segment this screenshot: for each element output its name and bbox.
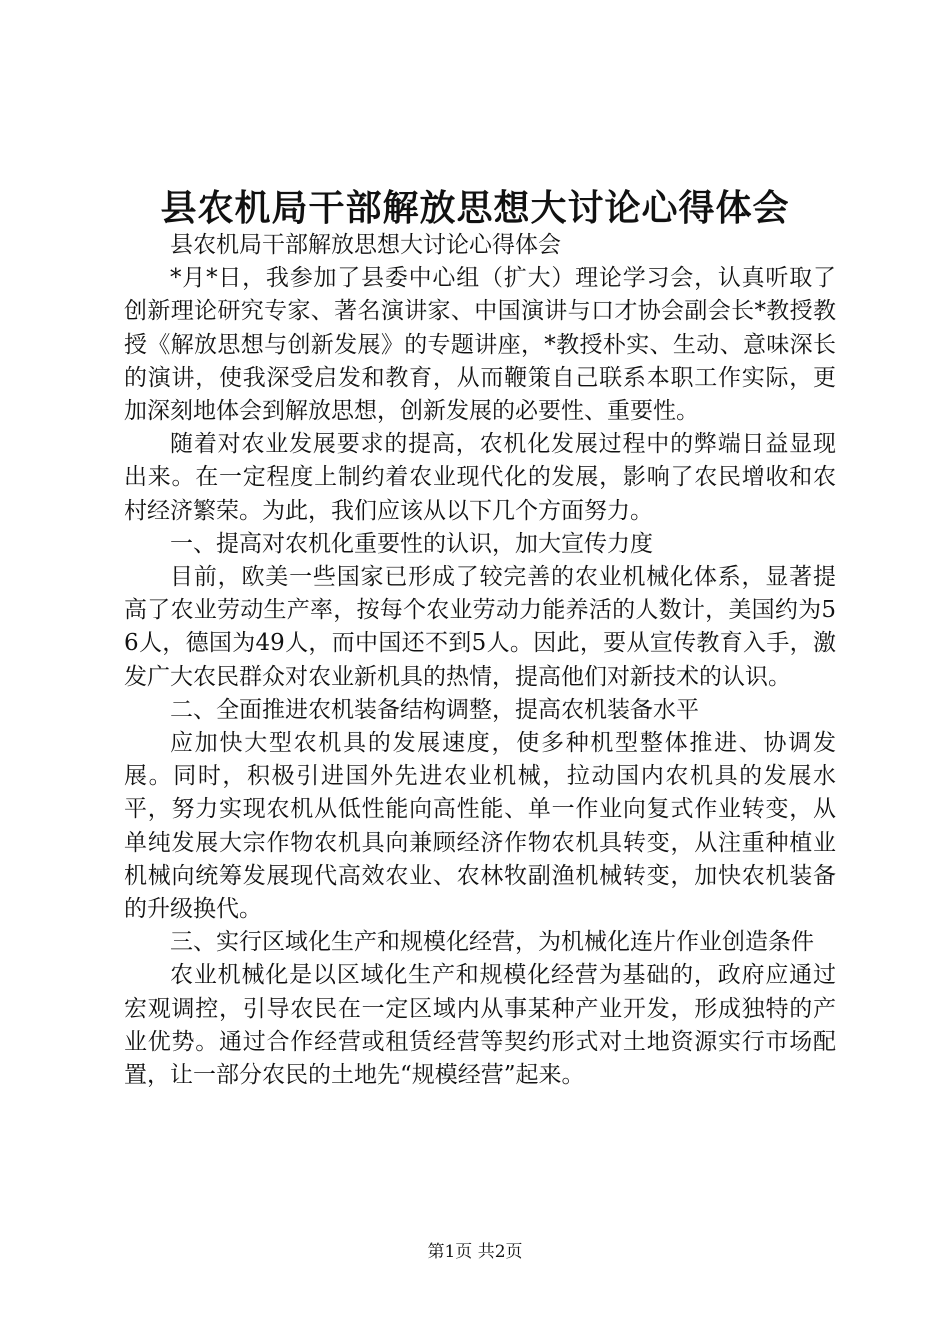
document-body bbox=[124, 229, 836, 1092]
document-title: 县农机局干部解放思想大讨论心得体会 bbox=[160, 187, 790, 229]
background-paragraph: 随着对农业发展要求的提高，农机化发展过程中的弊端日益显现出来。在一定程度上制约着农业现代化的发展，影响了农民增收和农村经济繁荣。为此，我们应该从以下几个方面努力。 bbox=[124, 431, 836, 524]
section-3-paragraph: 农业机械化是以区域化生产和规模化经营为基础的，政府应通过宏观调控，引导农民在一定区域内从事某种产业开发，形成独特的产业优势。通过合作经营或租赁经营等契约形式对土地资源实行市场配置，让一部分农民的土地先“规模经营”起来。 bbox=[124, 962, 836, 1089]
section-2-paragraph: 应加快大型农机具的发展速度，使多种机型整体推进、协调发展。同时，积极引进国外先进农业机械，拉动国内农机具的发展水平，努力实现农机从低性能向高性能、单一作业向复式作业转变，从单纯发展大宗作物农机具向兼顾经济作物农机具转变，从注重种植业机械向统筹发展现代高效农业、农林牧副渔机械转变，加快农机装备的升级换代。 bbox=[124, 730, 836, 923]
page-number-footer: 第1页 共2页 bbox=[427, 1242, 523, 1262]
section-heading-3: 三、实行区域化生产和规模化经营，为机械化连片作业创造条件 bbox=[170, 929, 814, 956]
section-1-paragraph: 目前，欧美一些国家已形成了较完善的农业机械化体系，显著提高了农业劳动生产率，按每个农业劳动力能养活的人数计，美国约为56人，德国为49人，而中国还不到5人。因此，要从宣传教育入手，激发广大农民群众对农业新机具的热情，提高他们对新技术的认识。 bbox=[124, 564, 836, 690]
subtitle-paragraph: 县农机局干部解放思想大讨论心得体会 bbox=[170, 232, 561, 258]
intro-paragraph: *月*日，我参加了县委中心组（扩大）理论学习会，认真听取了创新理论研究专家、著名演讲家、中国演讲与口才协会副会长*教授教授《解放思想与创新发展》的专题讲座，*教授朴实、生动、意味深长的演讲，使我深受启发和教育，从而鞭策自己联系本职工作实际，更加深刻地体会到解放思想，创新发展的必要性、重要性。 bbox=[124, 265, 836, 425]
section-heading-2: 二、全面推进农机装备结构调整，提高农机装备水平 bbox=[170, 696, 699, 723]
section-heading-1: 一、提高对农机化重要性的认识，加大宣传力度 bbox=[170, 530, 653, 557]
